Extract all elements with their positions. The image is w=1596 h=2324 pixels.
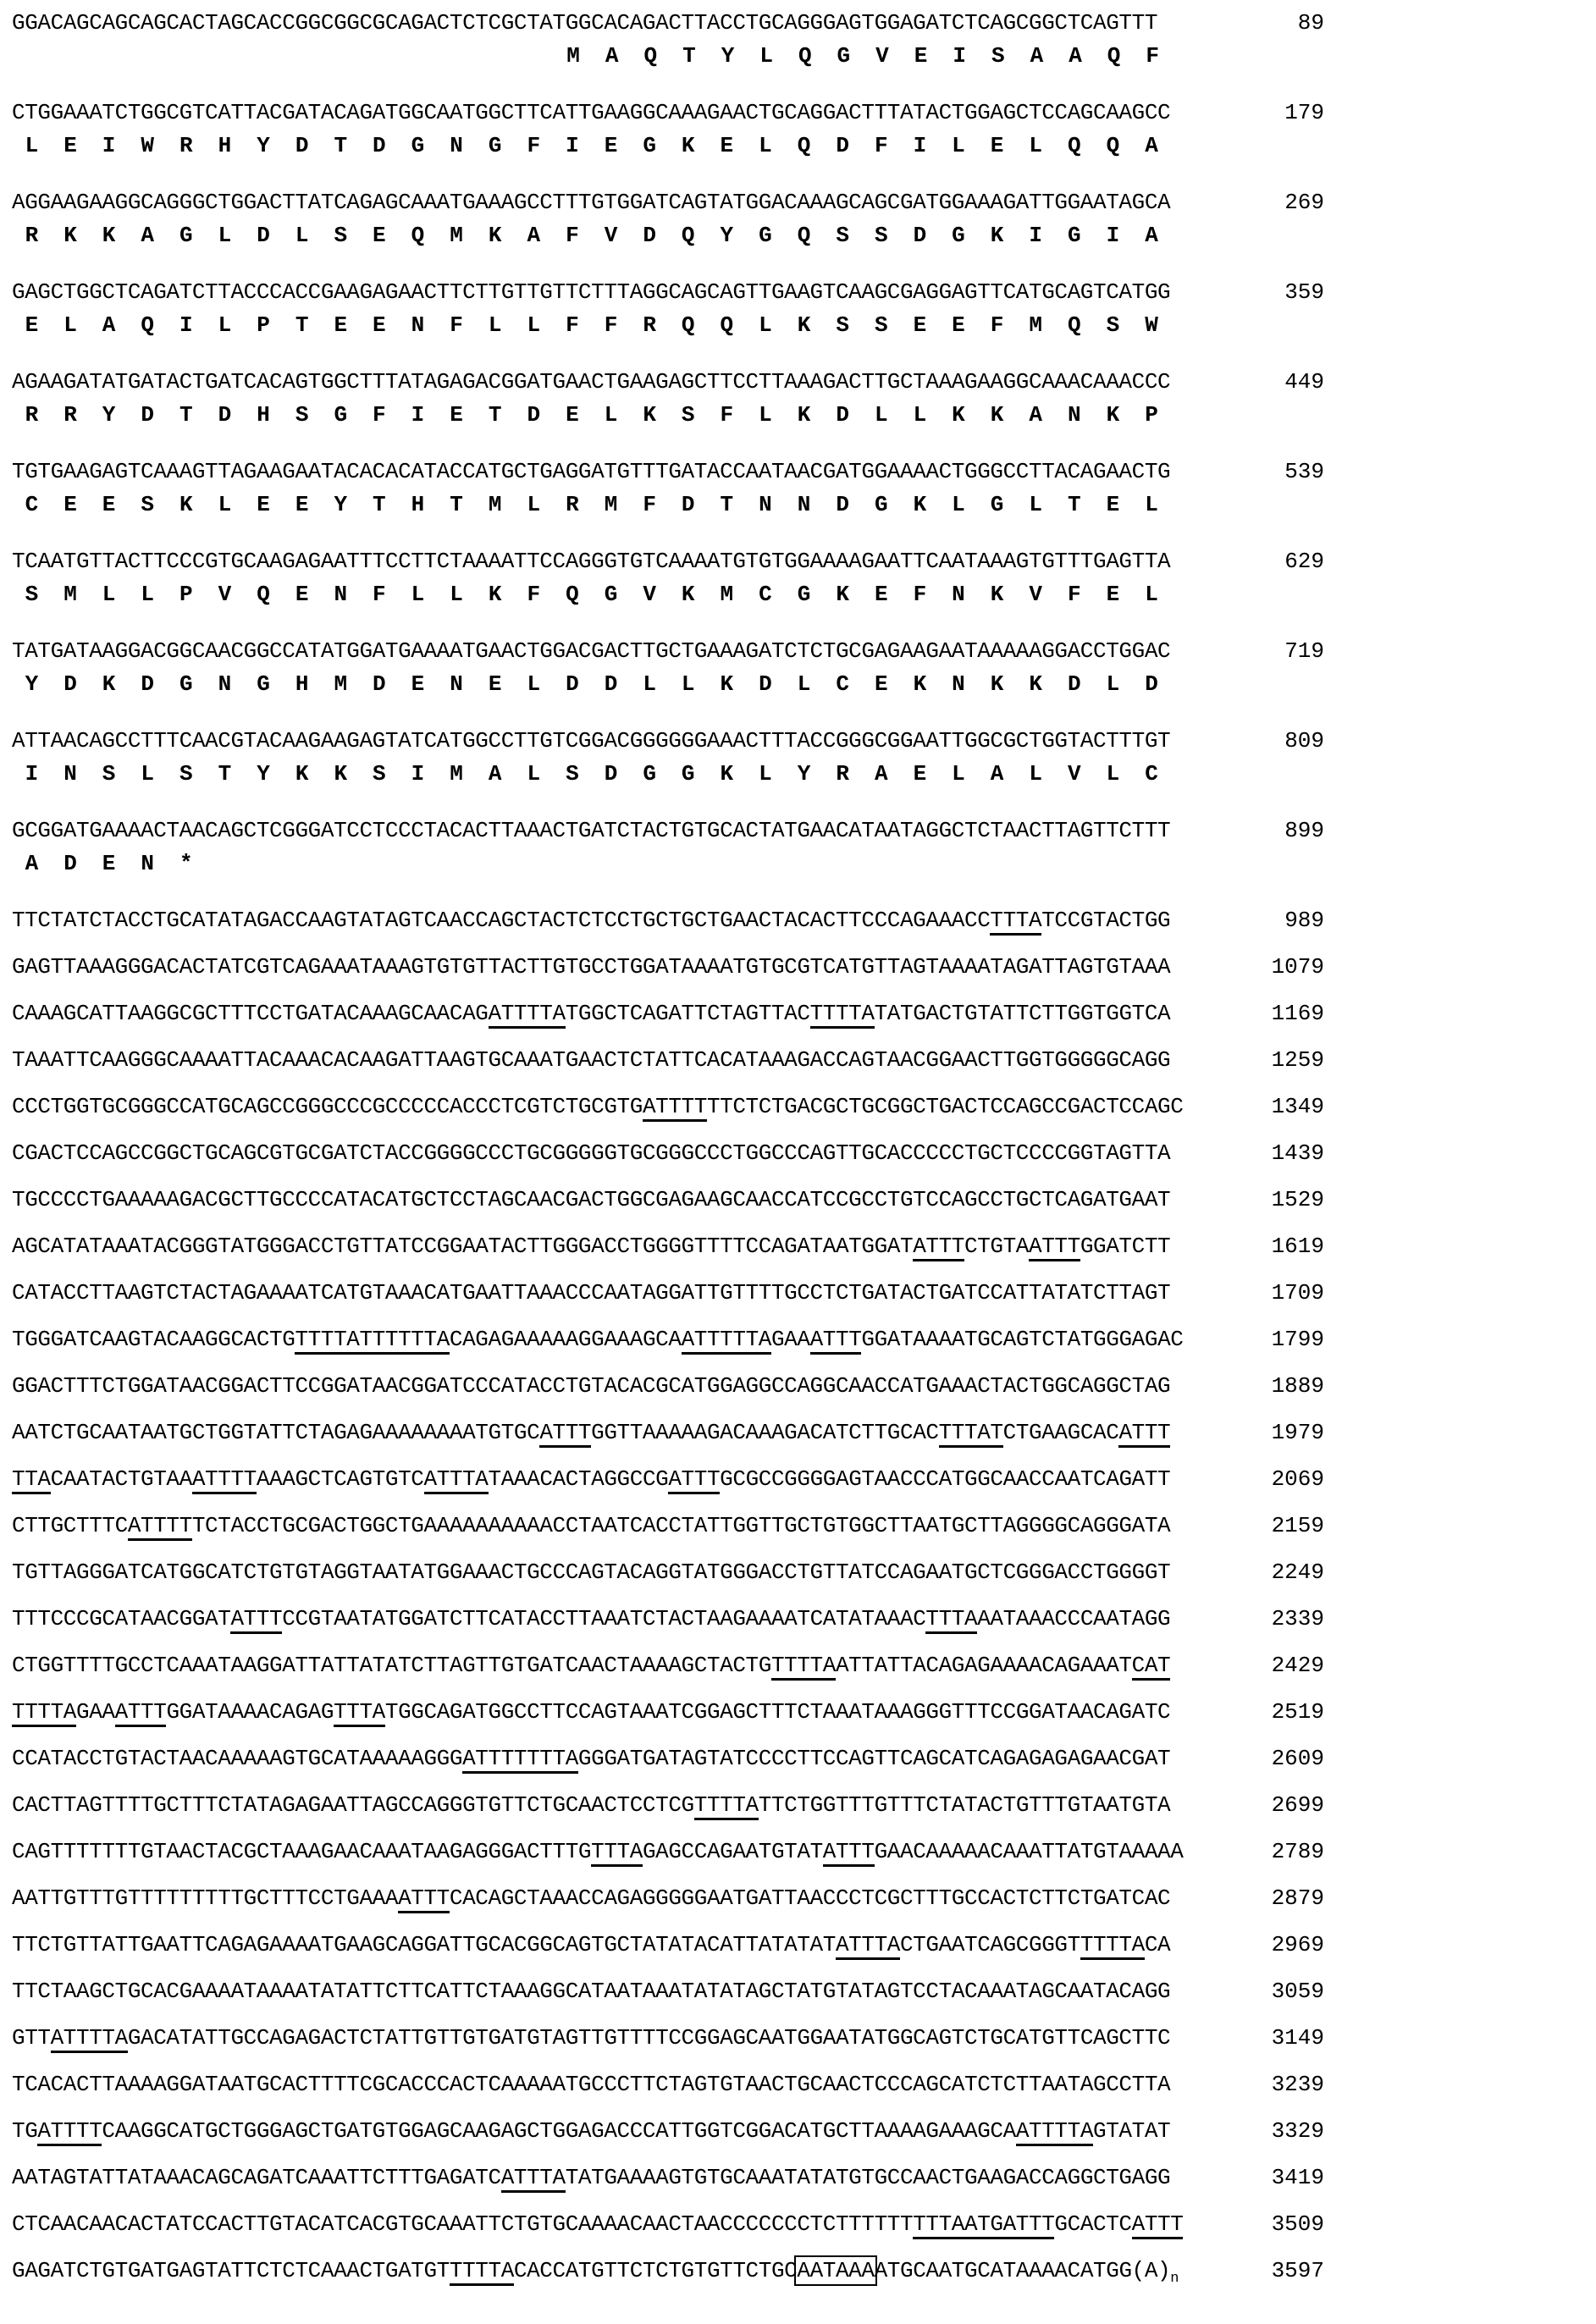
utr-line-block [12, 1515, 1596, 1537]
sequence-row [12, 909, 1596, 931]
sequence-row [12, 1096, 1596, 1118]
sequence-row [12, 371, 1596, 393]
are-motif-underline: ATTT [668, 1466, 720, 1494]
position-number: 3597 [1271, 2258, 1324, 2283]
position-number: 2519 [1271, 1699, 1324, 1725]
nucleotide-sequence: AATAGTATTATAAACAGCAGATCAAATTCTTTGAGATCATTTATATGAAAAGTGTGCAAATATATGTGCCAACTGAAGACCAGGCTGAGG [12, 2167, 1231, 2189]
position-number: 2339 [1271, 1606, 1324, 1631]
sequence-row [12, 820, 1596, 842]
sequence-row [12, 1002, 1596, 1024]
are-motif-underline: TTTAAT [913, 2211, 990, 2239]
are-motif-underline: ATTT [823, 1839, 875, 1867]
are-motif-underline: ATTT [1118, 1420, 1170, 1448]
are-motif-underline: TTA [12, 1466, 51, 1494]
sequence-row [12, 2260, 1596, 2290]
are-motif-underline: TTTAT [939, 1420, 1003, 1448]
position-number: 539 [1284, 459, 1324, 484]
position-number: 179 [1284, 100, 1324, 125]
sequence-row [12, 1049, 1596, 1071]
position-number: 1619 [1271, 1234, 1324, 1259]
nucleotide-sequence: TTTCCCGCATAACGGATATTTCCGTAATATGGATCTTCATACCTTAAATCTACTAAGAAAATCATATAAACTTTAAATAAACCCAATAGG [12, 1608, 1231, 1630]
sequence-row [12, 1934, 1596, 1956]
nucleotide-sequence: TAAATTCAAGGGCAAAATTACAAACACAAGATTAAGTGCAAATGAACTCTATTCACATAAAGACCAGTAACGGAACTTGGTGGGGGCAGG [12, 1047, 1171, 1073]
sequence-row [12, 730, 1596, 752]
position-number: 629 [1284, 549, 1324, 574]
utr-line-block [12, 1747, 1596, 1769]
amino-acid-row [12, 224, 1596, 246]
are-motif-underline: CAT [1132, 1653, 1171, 1681]
position-number: 3509 [1271, 2211, 1324, 2237]
nucleotide-sequence: TATGATAAGGACGGCAACGGCCATATGGATGAAAATGAACTGGACGACTTGCTGAAAGATCTCTGCGAGAAGAATAAAAAGGACCTGGAC [12, 638, 1171, 664]
utr-line-block [12, 2073, 1596, 2095]
sequence-row [12, 1747, 1596, 1769]
are-motif-underline: ATTTA [836, 1932, 900, 1960]
utr-line-block [12, 1235, 1596, 1257]
utr-line-block [12, 1049, 1596, 1071]
position-number: 1799 [1271, 1327, 1324, 1352]
position-number: 1889 [1271, 1373, 1324, 1399]
position-number: 989 [1284, 908, 1324, 933]
nucleotide-sequence: AGCATATAAATACGGGTATGGGACCTGTTATCCGGAATACTTGGGACCTGGGGTTTTCCAGATAATGGATATTTCTGTAATTTGGATCTT [12, 1235, 1231, 1257]
amino-acid-sequence: Y D K D G N G H M D E N E L D D L L K D L C E K N K K D L D [25, 671, 1158, 697]
sequence-row [12, 1189, 1596, 1211]
amino-acid-sequence: I N S L S T Y K K S I M A L S D G G K L Y R A E L A L V L C [25, 761, 1158, 787]
nucleotide-sequence: TGTGAAGAGTCAAAGTTAGAAGAATACACACATACCATGCTGAGGATGTTTGATACCAATAACGATGGAAAACTGGGCCTTACAGAACTG [12, 459, 1171, 484]
amino-acid-row [12, 45, 1596, 67]
nucleotide-sequence: TCACACTTAAAAGGATAATGCACTTTTCGCACCCACTCAAAAATGCCCTTCTAGTGTAACTGCAACTCCCAGCATCTCTTAATAGCCTTA [12, 2072, 1171, 2097]
coding-block [12, 371, 1596, 426]
position-number: 269 [1284, 190, 1324, 215]
amino-acid-sequence: E L A Q I L P T E E N F L L F F R Q Q L K S S E E F M Q S W [25, 312, 1158, 338]
utr-line-block [12, 1096, 1596, 1118]
nucleotide-sequence: CTTGCTTTCATTTTTCTACCTGCGACTGGCTGAAAAAAAAAACCTAATCACCTATTGGTTGCTGTGGCTTAATGCTTAGGGGCAGGGATA [12, 1515, 1231, 1537]
nucleotide-sequence: TTTTAGAAATTTGGATAAAACAGAGTTTATGGCAGATGGCCTTCCAGTAAATCGGAGCTTTCTAAATAAAGGGTTTCCGGATAACAGATC [12, 1701, 1231, 1723]
are-motif-underline: ATTT [230, 1606, 282, 1634]
coding-block [12, 730, 1596, 785]
utr-line-block [12, 1561, 1596, 1583]
nucleotide-sequence: CTCAACAACACTATCCACTTGTACATCACGTGCAAATTCTGTGCAAAACAACTAACCCCCCCTCTTTTTTTTTAATGATTTGCACTCATTT [12, 2213, 1231, 2235]
position-number: 2969 [1271, 1932, 1324, 1957]
utr-line-block [12, 1421, 1596, 1444]
position-number: 3059 [1271, 1979, 1324, 2004]
amino-acid-sequence: A D E N * [25, 851, 193, 876]
coding-region-section [12, 12, 1596, 875]
are-motif-underline: ATTT [1132, 2211, 1184, 2239]
position-number: 719 [1284, 638, 1324, 664]
nucleotide-sequence: TGGGATCAAGTACAAGGCACTGTTTTATTTTTTACAGAGAAAAAGGAAAGCAATTTTTAGAAATTTGGATAAAATGCAGTCTATGGGAGAC [12, 1328, 1231, 1350]
utr-line-block [12, 2213, 1596, 2235]
utr-line-block [12, 1980, 1596, 2002]
utr-section [12, 909, 1596, 2290]
nucleotide-sequence: GAGCTGGCTCAGATCTTACCCACCGAAGAGAACTTCTTGTTGTTCTTTAGGCAGCAGTTGAAGTCAAGCGAGGAGTTCATGCAGTCATGG [12, 279, 1171, 305]
sequence-row [12, 281, 1596, 303]
nucleotide-sequence: GGACTTTCTGGATAACGGACTTCCGGATAACGGATCCCATACCTGTACACGCATGGAGGCCAGGCAACCATGAAACTACTGGCAGGCTAG [12, 1373, 1171, 1399]
nucleotide-sequence: CCCTGGTGCGGGCCATGCAGCCGGGCCCGCCCCCACCCTCGTCTGCGTGATTTTTTCTCTGACGCTGCGGCTGACTCCAGCCGACTCCAGC [12, 1096, 1231, 1118]
are-motif-underline: TTTTATTTTTTA [295, 1327, 449, 1355]
coding-block [12, 640, 1596, 695]
position-number: 1529 [1271, 1187, 1324, 1212]
are-motif-underline: TTTTA [771, 1653, 836, 1681]
position-number: 1439 [1271, 1140, 1324, 1166]
position-number: 1259 [1271, 1047, 1324, 1073]
sequence-row [12, 1235, 1596, 1257]
sequence-row [12, 1468, 1596, 1490]
sequence-row [12, 1701, 1596, 1723]
sequence-row [12, 1282, 1596, 1304]
sequence-row [12, 1561, 1596, 1583]
position-number: 3329 [1271, 2118, 1324, 2144]
poly-a-tail: (A) [1131, 2258, 1171, 2283]
amino-acid-sequence: C E E S K L E E Y T H T M L R M F D T N N D G K L G L T E L [25, 492, 1158, 517]
position-number: 3239 [1271, 2072, 1324, 2097]
are-motif-underline: ATTT [539, 1420, 591, 1448]
amino-acid-row [12, 314, 1596, 336]
nucleotide-sequence: GCGGATGAAAACTAACAGCTCGGGATCCTCCCTACACTTAAACTGATCTACTGTGCACTATGAACATAATAGGCTCTAACTTAGTTCTTT [12, 818, 1171, 843]
amino-acid-sequence: R R Y D T D H S G F I E T D E L K S F L K D L L K K A N K P [25, 402, 1158, 428]
utr-line-block [12, 1654, 1596, 1676]
are-motif-underline: TTTA [990, 908, 1041, 936]
are-motif-underline: ATTTTA [1016, 2118, 1093, 2146]
sequence-row [12, 1608, 1596, 1630]
nucleotide-sequence: CTGGAAATCTGGCGTCATTACGATACAGATGGCAATGGCTTCATTGAAGGCAAAGAACTGCAGGACTTTATACTGGAGCTCCAGCAAGCC [12, 100, 1171, 125]
coding-block [12, 820, 1596, 875]
sequence-row [12, 2167, 1596, 2189]
coding-block [12, 550, 1596, 605]
nucleotide-sequence: AGGAAGAAGGCAGGGCTGGACTTATCAGAGCAAATGAAAGCCTTTGTGGATCAGTATGGACAAAGCAGCGATGGAAAGATTGGAATAGCA [12, 190, 1171, 215]
utr-line-block [12, 1189, 1596, 1211]
position-number: 449 [1284, 369, 1324, 395]
are-motif-underline: ATTT [398, 1885, 450, 1913]
nucleotide-sequence: TTACAATACTGTAAATTTTAAAGCTCAGTGTCATTTATAAACACTAGGCCGATTTGCGCCGGGGAGTAACCCATGGCAACCAATCAGATT [12, 1468, 1231, 1490]
amino-acid-sequence: S M L L P V Q E N F L L K F Q G V K M C G K E F N K V F E L [25, 582, 1158, 607]
position-number: 2789 [1271, 1839, 1324, 1864]
sequence-row [12, 640, 1596, 662]
nucleotide-sequence: CAGTTTTTTTGTAACTACGCTAAAGAACAAATAAGAGGGACTTTGTTTAGAGCCAGAATGTATATTTGAACAAAAACAAATTATGTAAAAA [12, 1841, 1231, 1863]
are-motif-underline: TTTA [591, 1839, 643, 1867]
sequence-row [12, 1515, 1596, 1537]
utr-line-block [12, 1887, 1596, 1909]
amino-acid-sequence: L E I W R H Y D T D G N G F I E G K E L Q D F I L E L Q Q A [25, 133, 1158, 158]
sequence-row [12, 102, 1596, 124]
utr-line-block [12, 1794, 1596, 1816]
position-number: 809 [1284, 728, 1324, 754]
utr-line-block [12, 1701, 1596, 1723]
are-motif-underline: ATTTT [643, 1094, 707, 1122]
amino-acid-row [12, 853, 1596, 875]
position-number: 2879 [1271, 1885, 1324, 1911]
sequence-row [12, 1142, 1596, 1164]
are-motif-underline: ATTT [115, 1699, 167, 1727]
nucleotide-sequence: $GAGATCTGTGATGAGTATTCTCTCAAACTGATGTTTTTACACCATGTTCTCTGTGTTCTGCAATAAAATGCAATGCATAAAACATGG(A)_n$ [12, 2258, 1179, 2288]
are-motif-underline: TTTTA [1080, 1932, 1145, 1960]
sequence-row [12, 461, 1596, 483]
polya-signal-box: AATAAA [797, 2258, 875, 2283]
sequence-row [12, 1887, 1596, 1909]
are-motif-underline: ATTTTTTTA [462, 1746, 578, 1774]
coding-block [12, 102, 1596, 157]
position-number: 1349 [1271, 1094, 1324, 1119]
are-motif-underline: ATTTT [37, 2118, 102, 2146]
utr-line-block [12, 1328, 1596, 1350]
are-motif-underline: TTTTA [12, 1699, 76, 1727]
utr-line-block [12, 1934, 1596, 1956]
amino-acid-row [12, 404, 1596, 426]
sequence-row [12, 550, 1596, 572]
utr-line-block [12, 2120, 1596, 2142]
amino-acid-row [12, 494, 1596, 516]
nucleotide-sequence: CACTTAGTTTTGCTTTCTATAGAGAATTAGCCAGGGTGTTCTGCAACTCCTCGTTTTATTCTGGTTTGTTTCTATACTGTTTGTAATGTA [12, 1794, 1231, 1816]
utr-line-block [12, 1142, 1596, 1164]
are-motif-underline: TTTA [334, 1699, 385, 1727]
position-number: 2159 [1271, 1513, 1324, 1538]
nucleotide-sequence: TTCTGTTATTGAATTCAGAGAAAATGAAGCAGGATTGCACGGCAGTGCTATATACATTATATATATTTACTGAATCAGCGGGTTTTTACA [12, 1934, 1231, 1956]
utr-line-block [12, 1282, 1596, 1304]
nucleotide-sequence: ATTAACAGCCTTTCAACGTACAAGAAGAGTATCATGGCCTTGTCGGACGGGGGGAAACTTTACCGGGCGGAATTGGCGCTGGTACTTTGT [12, 728, 1171, 754]
are-motif-underline: ATTT [913, 1234, 964, 1261]
position-number: 2429 [1271, 1653, 1324, 1678]
are-motif-underline: TTTTA [450, 2258, 514, 2286]
nucleotide-sequence: TGTTAGGGATCATGGCATCTGTGTAGGTAATATGGAAACTGCCCAGTACAGGTATGGGACCTGTTATCCAGAATGCTCGGGACCTGGGGT [12, 1559, 1171, 1585]
amino-acid-row [12, 673, 1596, 695]
position-number: 899 [1284, 818, 1324, 843]
nucleotide-sequence: CAAAGCATTAAGGCGCTTTCCTGATACAAAGCAACAGATTTTATGGCTCAGATTCTAGTTACTTTTATATGACTGTATTCTTGGTGGTCA [12, 1002, 1231, 1024]
sequence-row [12, 2073, 1596, 2095]
amino-acid-row [12, 763, 1596, 785]
utr-line-block [12, 909, 1596, 931]
sequence-row [12, 1328, 1596, 1350]
are-motif-underline: ATTTA [501, 2165, 566, 2193]
nucleotide-sequence: GTTATTTTAGACATATTGCCAGAGACTCTATTGTTGTGATGTAGTTGTTTTCCGGAGCAATGGAATATGGCAGTCTGCATGTTCAGCTTC [12, 2027, 1231, 2049]
coding-block [12, 12, 1596, 67]
amino-acid-row [12, 135, 1596, 157]
are-motif-underline: TTTTA [810, 1001, 875, 1029]
nucleotide-sequence: CCATACCTGTACTAACAAAAAGTGCATAAAAAGGGATTTTTTTAGGGATGATAGTATCCCCTTCCAGTTCAGCATCAGAGAGAGAACGAT [12, 1747, 1231, 1769]
amino-acid-sequence: M A Q T Y L Q G V E I S A A Q F [566, 43, 1159, 69]
coding-block [12, 281, 1596, 336]
sequence-row [12, 12, 1596, 34]
utr-line-block [12, 2027, 1596, 2049]
are-motif-underline: GATTT [990, 2211, 1054, 2239]
utr-line-block [12, 2260, 1596, 2290]
poly-a-tail-subscript: n [1170, 2271, 1179, 2288]
utr-line-block [12, 1468, 1596, 1490]
utr-line-block [12, 1608, 1596, 1630]
amino-acid-sequence: R K K A G L D L S E Q M K A F V D Q Y G Q S S D G K I G I A [25, 223, 1158, 248]
position-number: 2069 [1271, 1466, 1324, 1492]
are-motif-underline: ATTTTTA [682, 1327, 771, 1355]
position-number: 3149 [1271, 2025, 1324, 2051]
utr-line-block [12, 1841, 1596, 1863]
nucleotide-sequence: GAGTTAAAGGGACACTATCGTCAGAAATAAAGTGTGTTACTTGTGCCTGGATAAAATGTGCGTCATGTTAGTAAAATAGATTAGTGTAAA [12, 954, 1171, 980]
nucleotide-sequence: TTCTATCTACCTGCATATAGACCAAGTATAGTCAACCAGCTACTCTCCTGCTGCTGAACTACACTTCCCAGAAACCTTTATCCGTACTGG [12, 909, 1231, 931]
nucleotide-sequence: TGATTTTCAAGGCATGCTGGGAGCTGATGTGGAGCAAGAGCTGGAGACCCATTGGTCGGACATGCTTAAAAGAAAGCAATTTTAGTATAT [12, 2120, 1231, 2142]
nucleotide-sequence: TCAATGTTACTTCCCGTGCAAGAGAATTTCCTTCTAAAATTCCAGGGTGTCAAAATGTGTGGAAAAGAATTCAATAAAGTGTTTGAGTTA [12, 549, 1171, 574]
utr-line-block [12, 1375, 1596, 1397]
are-motif-underline: ATTT [810, 1327, 862, 1355]
are-motif-underline: TTTA [925, 1606, 977, 1634]
sequence-row [12, 2213, 1596, 2235]
are-motif-underline: ATTT [1029, 1234, 1080, 1261]
position-number: 89 [1297, 10, 1324, 36]
are-motif-underline: ATTTA [424, 1466, 489, 1494]
are-motif-underline: TTTTA [694, 1792, 759, 1820]
nucleotide-sequence: AATTGTTTGTTTTTTTTTGCTTTCCTGAAAATTTCACAGCTAAACCAGAGGGGGAATGATTAACCCTCGCTTTGCCACTCTTCTGATCAC [12, 1887, 1231, 1909]
position-number: 2249 [1271, 1559, 1324, 1585]
nucleotide-sequence: TGCCCCTGAAAAAGACGCTTGCCCCATACATGCTCCTAGCAACGACTGGCGAGAAGCAACCATCCGCCTGTCCAGCCTGCTCAGATGAAT [12, 1187, 1171, 1212]
utr-line-block [12, 1002, 1596, 1024]
position-number: 3419 [1271, 2165, 1324, 2190]
nucleotide-sequence: CATACCTTAAGTCTACTAGAAAATCATGTAAACATGAATTAAACCCAATAGGATTGTTTTGCCTCTGATACTGATCCATTATATCTTAGT [12, 1280, 1171, 1306]
nucleotide-sequence: AATCTGCAATAATGCTGGTATTCTAGAGAAAAAAAATGTGCATTTGGTTAAAAAGACAAAGACATCTTGCACTTTATCTGAAGCACATTT [12, 1421, 1231, 1444]
position-number: 359 [1284, 279, 1324, 305]
position-number: 1169 [1271, 1001, 1324, 1026]
utr-line-block [12, 956, 1596, 978]
are-motif-underline: ATTTTA [51, 2025, 128, 2053]
position-number: 1709 [1271, 1280, 1324, 1306]
are-motif-underline: ATTTT [128, 1513, 192, 1541]
nucleotide-sequence: GGACAGCAGCAGCACTAGCACCGGCGGCGCAGACTCTCGCTATGGCACAGACTTACCTGCAGGGAGTGGAGATCTCAGCGGCTCAGTTT [12, 10, 1158, 36]
sequence-row [12, 1654, 1596, 1676]
position-number: 2609 [1271, 1746, 1324, 1771]
sequence-row [12, 1841, 1596, 1863]
are-motif-underline: ATTTTA [489, 1001, 566, 1029]
sequence-row [12, 956, 1596, 978]
nucleotide-sequence: TTCTAAGCTGCACGAAAATAAAATATATTCTTCATTCTAAAGGCATAATAAATATATAGCTATGTATAGTCCTACAAATAGCAATACAGG [12, 1979, 1171, 2004]
position-number: 2699 [1271, 1792, 1324, 1818]
coding-block [12, 461, 1596, 516]
sequence-row [12, 1375, 1596, 1397]
sequence-row [12, 1980, 1596, 2002]
utr-line-block [12, 2167, 1596, 2189]
sequence-row [12, 191, 1596, 213]
sequence-row [12, 2027, 1596, 2049]
sequence-row [12, 2120, 1596, 2142]
position-number: 1079 [1271, 954, 1324, 980]
coding-block [12, 191, 1596, 246]
amino-acid-row [12, 583, 1596, 605]
position-number: 1979 [1271, 1420, 1324, 1445]
nucleotide-sequence: CGACTCCAGCCGGCTGCAGCGTGCGATCTACCGGGGCCCTGCGGGGGTGCGGGCCCTGGCCCAGTTGCACCCCCTGCTCCCCGGTAGTTA [12, 1140, 1171, 1166]
are-motif-underline: ATTTT [192, 1466, 257, 1494]
nucleotide-sequence: CTGGTTTTGCCTCAAATAAGGATTATTATATCTTAGTTGTGATCAACTAAAAGCTACTGTTTTAATTATTACAGAGAAAACAGAAATCAT [12, 1654, 1231, 1676]
sequence-row [12, 1421, 1596, 1444]
sequence-row [12, 1794, 1596, 1816]
nucleotide-sequence: AGAAGATATGATACTGATCACAGTGGCTTTATAGAGACGGATGAACTGAAGAGCTTCCTTAAAGACTTGCTAAAGAAGGCAAACAAACCC [12, 369, 1171, 395]
